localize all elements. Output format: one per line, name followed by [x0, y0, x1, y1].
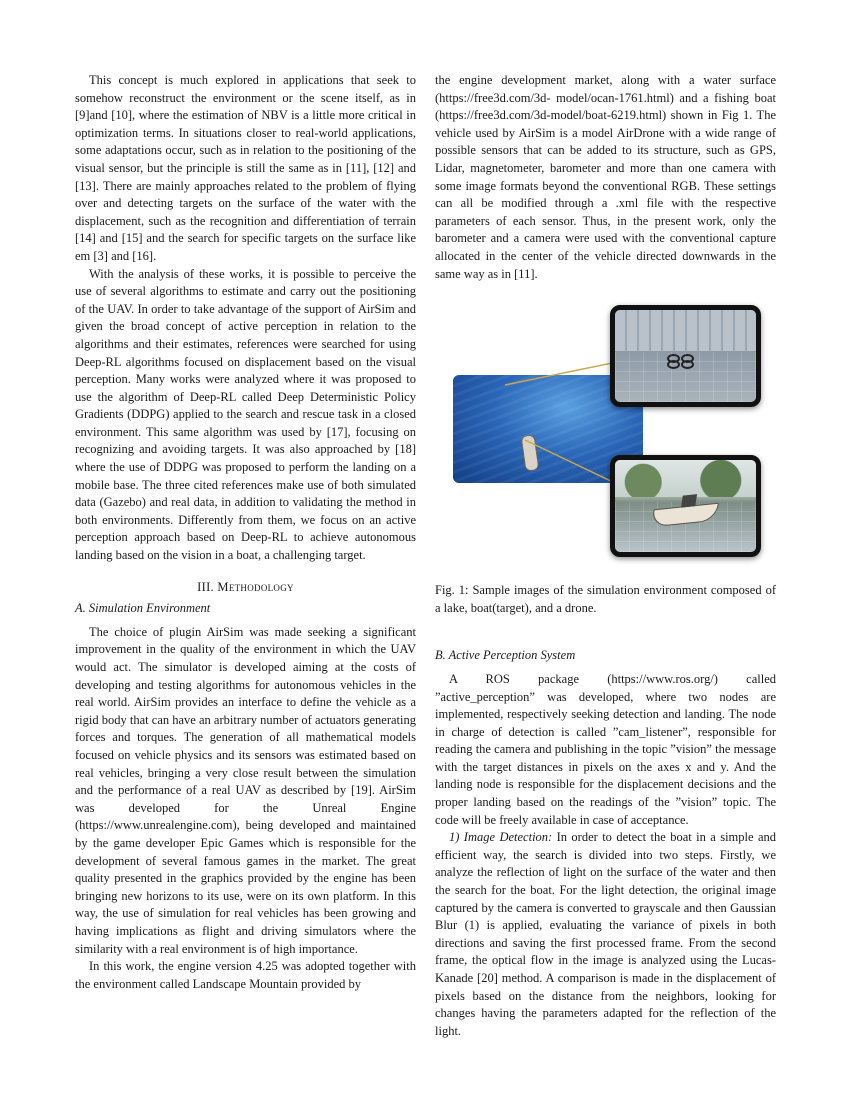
right-paragraph-3-text: In order to detect the boat in a simple and efficient way, the search is divided into two steps. Firstly, we analyze the reflection of light on the surface of the water and then the search for the boat. For the light detection, the original image captured by the camera is converted to grayscale and then Gaussian Blur (1) is applied, evaluating the variance of pixels in both directions and saving the first processed frame. From the second frame, the optical flow in the image is analyzed using the Lucas-Kanade [20] method. A comparison is made in the displacement of pixels based on the distance from the neighbors, looking for changes having the parameters adapted for the reflection of the light. [435, 830, 776, 1038]
subsection-b-title: B. Active Perception System [435, 648, 576, 663]
boat-photo [610, 455, 761, 557]
building-backdrop [615, 310, 756, 350]
drone-icon [667, 354, 693, 364]
right-paragraph-1: the engine development market, along with a water surface (https://free3d.com/3d- model/ocan-1761.html) and a fishing boat (https://free3d.com/3d-model/boat-6219.html) shown in Fig 1. The vehicle used by AirSim is a model AirDrone with a wide range of possible sensors that can be added to its structure, such as GPS, Lidar, magnetometer, barometer and more than one camera with some image formats beyond the conventional RGB. These settings can all be modified through a .xml file with the respective parameters of each sensor. Thus, in the present work, only the barometer and a camera were used with the conventional capture allocated in the center of the vehicle directed downwards in the same way as in [11]. [435, 73, 776, 281]
figure-1 [435, 305, 776, 570]
left-paragraph-4: In this work, the engine version 4.25 was adopted together with the environment called Landscape Mountain provided by [75, 959, 416, 991]
tree-backdrop [615, 460, 756, 497]
subsection-a-title: A. Simulation Environment [75, 601, 211, 616]
left-paragraph-2: With the analysis of these works, it is possible to perceive the use of several algorithms to estimate and carry out the positioning of the UAV. In order to take advantage of the support of AirSim and given the broad concept of active perception in relation to the algorithms and their estimates, references were searched for using Deep-RL algorithms focused on displacement based on the visual perception. Many works were analyzed where it was proposed to use the algorithm of Deep-RL called Deep Deterministic Policy Gradients (DDPG) applied to the search and rescue task in a closed environment. This same algorithm was used by [17], focusing on recognizing and avoiding targets. It was also approached by [18] where the use of DDPG was proposed to perform the landing on a mobile base. The three cited references make use of both simulated data (Gazebo) and real data, in addition to validating the method in both environments. Differently from them, we focus on an active perception approach based on Deep-RL to achieve autonomous landing based on the vision in a boat, a challenging target. [75, 266, 416, 563]
left-paragraph-3: The choice of plugin AirSim was made seeking a significant improvement in the quality of the environment in which the UAV would act. The simulator is developed aiming at the costs of developing and testing algorithms for autonomous vehicles in the real world. AirSim provides an interface to define the vehicle as a rigid body that can have an arbitrary number of actuators generating forces and torques. The generation of all mathematical models focused on vehicle physics and its sensors was estimated based on real vehicles, bringing a very close result between the simulation and the performance of a real UAV as described by [19]. AirSim was developed for the Unreal Engine (https://www.unrealengine.com), being developed and maintained by the game developer Epic Games which is responsible for the development of several famous games in the market. The great quality presented in the graphics provided by the engine has been bringing new horizons to its use, were on its own platform. In this way, the use of simulation for real vehicles has been growing and having implications as flight and driving simulators where the similarity with a real environment is of high importance. [75, 624, 416, 956]
drone-photo [610, 305, 761, 407]
right-column [435, 72, 776, 1040]
left-paragraph-1: This concept is much explored in applications that seek to somehow reconstruct the environment or the scene itself, as in [9]and [10], where the estimation of NBV is a little more critical in optimization terms. In situations closer to real-world applications, some adaptations occur, such as in relation to the positioning of the visual sensor, but the principle is still the same as in [11], [12] and [13]. There are mainly approaches related to the problem of flying over and detecting targets on the surface of the water with the displacement, such as the recognition and differentiation of terrain [14] and [15] and the search for specific targets on the surface like em [3] and [16]. [75, 73, 416, 263]
right-paragraph-2: A ROS package (https://www.ros.org/) called ”active_perception” was developed, where two nodes are implemented, respectively seeking detection and landing. The node in charge of detection is called ”cam_listener”, responsible for reading the camera and publishing in the topic ”vision” the message with the target distances in pixels on the axes x and y. And the landing node is responsible for the displacement decisions and the proper landing based on the readings of the ”vision” topic. The code will be freely available in case of acceptance. [435, 671, 776, 827]
right-paragraph-3 [435, 829, 776, 1040]
subsubsection-heading: 1) Image Detection: [449, 830, 553, 845]
section-number: III. [197, 579, 214, 594]
left-column [75, 72, 416, 993]
section-heading [75, 579, 416, 597]
section-title: Methodology [217, 579, 294, 594]
boat-top-view [521, 434, 540, 472]
figure-caption: Fig. 1: Sample images of the simulation environment composed of a lake, boat(target), and a drone. [435, 583, 776, 615]
